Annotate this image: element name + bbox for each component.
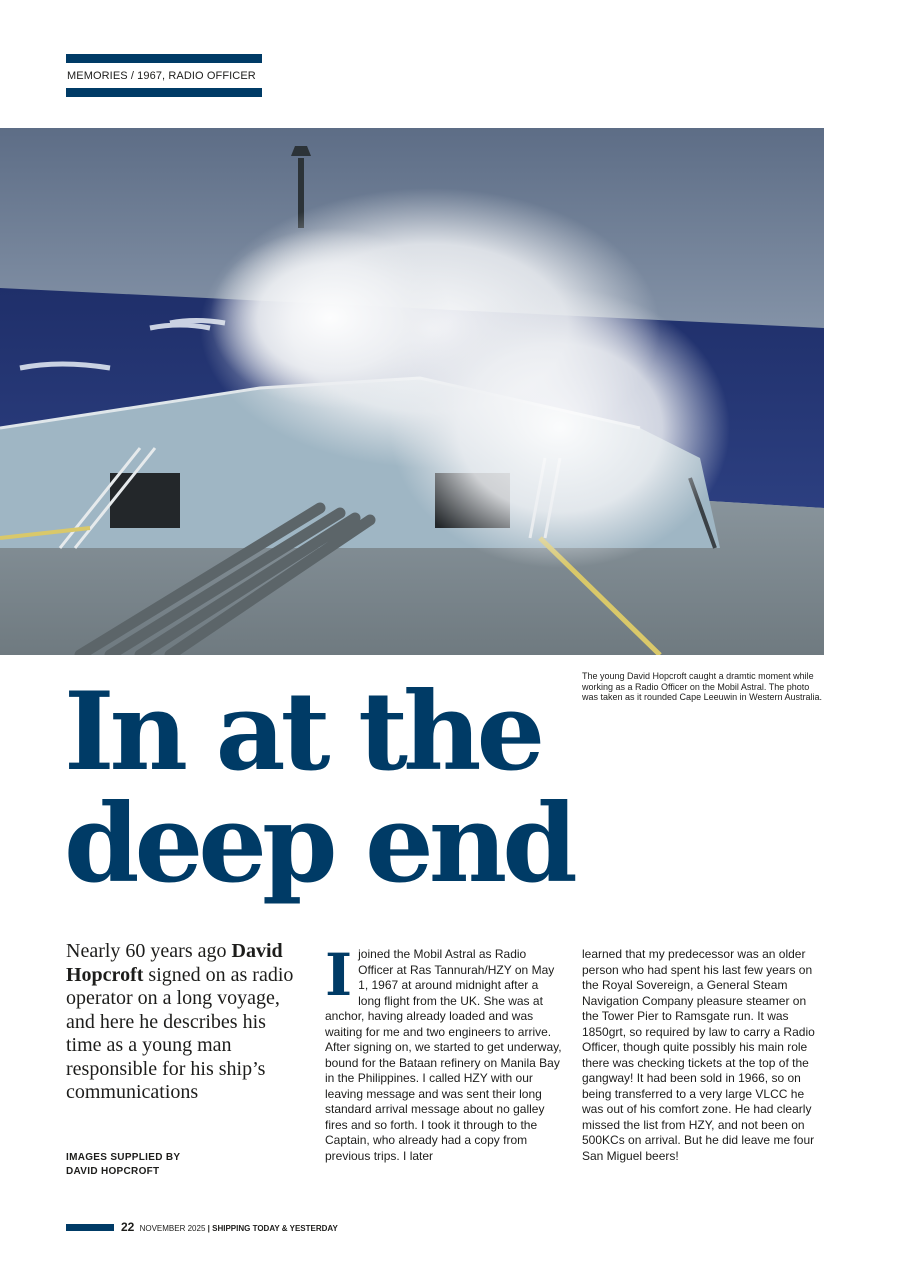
footer-bar bbox=[66, 1224, 114, 1231]
image-credit bbox=[66, 1151, 286, 1179]
body-column-2 bbox=[582, 947, 819, 1164]
author-name: David Hopcroft bbox=[66, 940, 283, 986]
body-column-1 bbox=[325, 941, 562, 1164]
body-text-1: joined the Mobil Astral as Radio Officer at Ras Tannurah/HZY on May 1, 1967 at around midnight after a long flight from the UK. She was at anchor, having already loaded and was waiting for me and two engineers to arrive. After signing on, we started to get underway, bound for the Bataan refinery on Manila Bay in the Philippines. I called HZY with our leaving message and was sent their long standard arrival message about no galley fires and so forth. I took it through to the Captain, who already had a copy from previous trips. I later bbox=[325, 947, 562, 1163]
section-rule-bottom bbox=[66, 88, 262, 97]
standfirst bbox=[66, 940, 306, 1105]
photo-caption: The young David Hopcroft caught a dramtic moment while working as a Radio Officer on the Mobil Astral. The photo was taken as it rounded Cape Leeuwin in Western Australia. bbox=[582, 671, 822, 702]
standfirst-intro: Nearly 60 years ago bbox=[66, 940, 232, 962]
standfirst-rest: signed on as radio operator on a long voyage, and here he describes his time as a young man responsible for his ship’s communications bbox=[66, 963, 294, 1103]
hero-photo bbox=[0, 128, 824, 655]
headline bbox=[64, 669, 573, 907]
image-credit-line-2: DAVID HOPCROFT bbox=[66, 1166, 160, 1177]
footer-separator: | bbox=[207, 1224, 210, 1233]
body-text-2: learned that my predecessor was an older person who had spent his last few years on the Royal Sovereign, a General Steam Navigation Company pleasure steamer on the Tower Pier to Ramsgate run. It was 1850grt, so required by law to carry a Radio Officer, though quite possibly his main role there was checking tickets at the top of the gangway! It had been sold in 1966, so on being transferred to a very large VLCC he was out of his comfort zone. He had clearly missed the list from HZY, and not been on 500KCs on arrival. But he did leave me four San Miguel beers! bbox=[582, 947, 815, 1163]
section-rule-top bbox=[66, 54, 262, 63]
drop-cap: I bbox=[325, 941, 353, 1009]
page-number: 22 bbox=[121, 1220, 135, 1234]
headline-line-2: deep end bbox=[64, 781, 573, 907]
page-footer bbox=[121, 1220, 338, 1234]
section-label: MEMORIES / 1967, RADIO OFFICER bbox=[67, 70, 256, 82]
publication-name: SHIPPING TODAY & YESTERDAY bbox=[212, 1224, 338, 1233]
issue-date: NOVEMBER 2025 bbox=[139, 1224, 206, 1233]
headline-line-1: In at the bbox=[64, 669, 541, 795]
image-credit-line-1: IMAGES SUPPLIED BY bbox=[66, 1152, 181, 1163]
hatch-left bbox=[110, 473, 180, 528]
